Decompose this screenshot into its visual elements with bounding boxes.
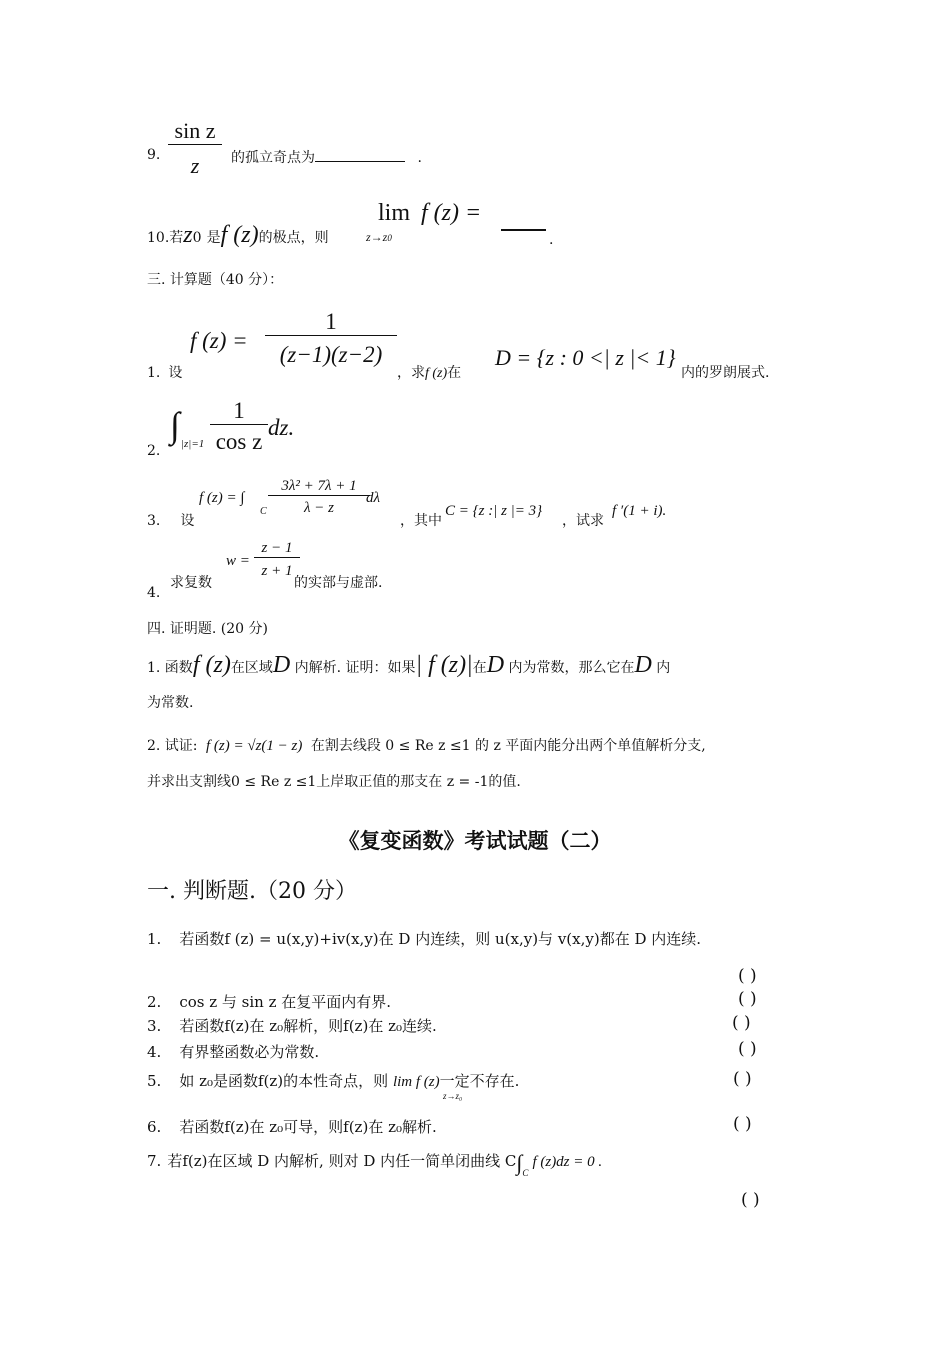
p1-f2: | f (z)| — [415, 652, 473, 678]
c3-dlambda: dλ — [366, 490, 380, 506]
tf-answer-7[interactable]: ( ) — [741, 1190, 760, 1210]
p1-line2: 为常数. — [147, 695, 194, 711]
tf-answer-1[interactable]: ( ) — [738, 966, 757, 986]
q10-blank — [501, 229, 546, 231]
q10-number: 10. — [147, 230, 170, 246]
c1-she: 设 — [168, 365, 183, 381]
c1-comma: ，求 — [397, 365, 425, 381]
c3-fraction — [268, 478, 370, 517]
tf-item-2-num: 2. — [147, 993, 162, 1011]
tf-item-5-num: 5. — [147, 1072, 162, 1090]
section4-heading: 四. 证明题. (20 分) — [147, 621, 268, 637]
c3-number: 3. — [147, 513, 161, 529]
tf-item-2 — [147, 991, 391, 1012]
tf-item-1 — [147, 928, 701, 949]
tf-answer-6[interactable]: ( ) — [733, 1114, 752, 1134]
q9-number: 9. — [147, 147, 161, 163]
q10-lim-sub-main: z→z — [366, 230, 388, 244]
c4-w: w = — [226, 553, 250, 569]
q10-lim-f: f (z) = — [421, 200, 482, 226]
p1-D3: D — [634, 652, 652, 678]
tf-item-3-num: 3. — [147, 1017, 162, 1035]
c1-frac-num: 1 — [325, 309, 337, 334]
tf-answer-3[interactable]: ( ) — [732, 1013, 751, 1033]
tf-item-5-text-b: 一定不存在. — [439, 1072, 520, 1090]
c2-int-sub: |z|=1 — [181, 438, 205, 450]
tf-item-7-num: 7. — [147, 1152, 162, 1170]
tf-item-5 — [147, 1070, 519, 1091]
c4-number: 4. — [147, 585, 161, 601]
tf-item-4-text: 有界整函数必为常数. — [179, 1043, 320, 1061]
c1-tail: 内的罗朗展式. — [681, 365, 770, 381]
c1-frac-den: (z−1)(z−2) — [265, 335, 397, 368]
section3-heading: 三. 计算题（40 分）： — [147, 272, 284, 288]
c1-zai: 在 — [447, 365, 462, 381]
tf-item-2-text: cos z 与 sin z 在复平面内有界. — [179, 993, 392, 1011]
q9-label: 的孤立奇点为 — [231, 150, 315, 166]
tf-item-1-text: 若函数f (z) = u(x,y)+iv(x,y)在 D 内连续，则 u(x,y)与 v(x,y)都在 D 内连续. — [179, 930, 702, 948]
c2-dz: dz. — [268, 415, 295, 440]
tf-item-7-int-sub: C — [522, 1168, 529, 1178]
q10-line — [147, 222, 329, 249]
p1-l1a: 1. 函数 — [147, 660, 193, 676]
c3-number-she — [147, 510, 194, 530]
p2-l1b: 在割去线段 0 ≤ Re z ≤1 的 z 平面内能分出两个单值解析分支, — [310, 738, 706, 754]
c1-domain: D = {z : 0 <| z |< 1} — [495, 345, 676, 370]
p1-f1: f (z) — [192, 652, 231, 678]
c2-frac-num: 1 — [233, 398, 245, 423]
tf-answer-2[interactable]: ( ) — [738, 989, 757, 1009]
tf-item-6-text: 若函数f(z)在 z₀可导，则f(z)在 z₀解析. — [179, 1118, 437, 1136]
p2-f: f (z) = √z(1 − z) — [205, 738, 303, 754]
q10-end: . — [549, 232, 554, 248]
c3-cset: C = {z :| z |= 3} — [445, 503, 543, 519]
tf-item-7-text-a: 若f(z)在区域 D 内解析, 则对 D 内任一简单闭曲线 C — [167, 1152, 517, 1170]
c3-frac-num: 3λ² + 7λ + 1 — [281, 478, 357, 494]
q10-pre: 若 — [169, 230, 184, 246]
c2-fraction — [210, 398, 268, 455]
c1-number: 1. — [147, 365, 161, 381]
q10-z0: z — [183, 222, 193, 248]
tf-answer-4[interactable]: ( ) — [738, 1039, 757, 1059]
c1-fz: f (z) — [425, 366, 448, 381]
tf-answer-5[interactable]: ( ) — [733, 1069, 752, 1089]
tf-item-7-integral: ∫ — [516, 1150, 523, 1175]
c3-int-sub: C — [260, 506, 267, 517]
c3-fprime: f ′(1 + i). — [612, 503, 667, 519]
q10-fz: f (z) — [220, 222, 259, 248]
p1-l1c: 内解析. 证明：如果 — [294, 660, 416, 676]
tf-item-7 — [147, 1150, 602, 1178]
p1-l1e: 内为常数，那么它在 — [508, 660, 635, 676]
q9-end: . — [417, 150, 422, 166]
q10-pole: 的极点，则 — [258, 230, 329, 246]
p1-line1 — [147, 652, 670, 679]
q9-frac-num: sin z — [174, 118, 216, 143]
c4-frac-num: z − 1 — [261, 540, 293, 556]
tf-item-1-num: 1. — [147, 930, 162, 948]
tf-item-6-num: 6. — [147, 1118, 162, 1136]
tf-item-4 — [147, 1041, 319, 1062]
exam2-title: 《复变函数》考试试题（二） — [338, 828, 612, 853]
c1-number-she — [147, 362, 182, 382]
q9-frac-den: z — [168, 144, 222, 179]
q9-text — [231, 147, 422, 167]
c4-tail: 的实部与虚部. — [294, 575, 383, 591]
tf-item-5-lim: lim f (z) — [392, 1074, 440, 1090]
exam2-section1: 一. 判断题.（20 分） — [147, 879, 357, 904]
tf-item-4-num: 4. — [147, 1043, 162, 1061]
q9-fraction — [168, 118, 222, 179]
q10-is: 是 — [206, 230, 221, 246]
c3-she: 设 — [180, 513, 195, 529]
tf-item-7-text-b: f (z)dz = 0 . — [532, 1154, 603, 1170]
q10-lim: lim — [378, 200, 411, 226]
q10-lim-sub-zero: 0 — [387, 233, 392, 243]
p2-line2: 并求出支割线0 ≤ Re z ≤1上岸取正值的那支在 z = -1的值. — [147, 774, 521, 790]
p1-l1b: 在区域 — [230, 660, 273, 676]
c3-tail: ，试求 — [562, 513, 604, 529]
tf-item-6 — [147, 1116, 437, 1137]
c2-frac-den: cos z — [210, 424, 268, 455]
p1-D2: D — [486, 652, 505, 678]
c2-number: 2. — [147, 443, 161, 459]
p1-l1f: 内 — [656, 660, 671, 676]
tf-item-5-text-a: 如 z₀是函数f(z)的本性奇点，则 — [179, 1072, 389, 1090]
c1-tail-a — [397, 362, 461, 382]
c4-pre: 求复数 — [170, 575, 212, 591]
c4-frac-den: z + 1 — [254, 557, 300, 580]
c1-fraction — [265, 309, 397, 368]
c3-lhs: f (z) = ∫ — [199, 490, 245, 506]
c3-mid: ，其中 — [400, 513, 442, 529]
c3-frac-den: λ − z — [268, 495, 370, 517]
q10-z0-sub: 0 — [192, 230, 202, 246]
p1-D1: D — [272, 652, 291, 678]
c2-integral: ∫ — [170, 405, 180, 445]
p1-l1d: 在 — [472, 660, 487, 676]
tf-item-3 — [147, 1015, 437, 1036]
tf-item-5-lim-sub: z→z₀ — [443, 1091, 463, 1101]
c1-lhs: f (z) = — [190, 328, 248, 353]
tf-item-3-text: 若函数f(z)在 z₀解析，则f(z)在 z₀连续. — [179, 1017, 437, 1035]
p2-l1a: 2. 试证: — [147, 738, 198, 754]
p2-line1 — [147, 735, 706, 755]
q10-lim-sub — [366, 230, 392, 245]
